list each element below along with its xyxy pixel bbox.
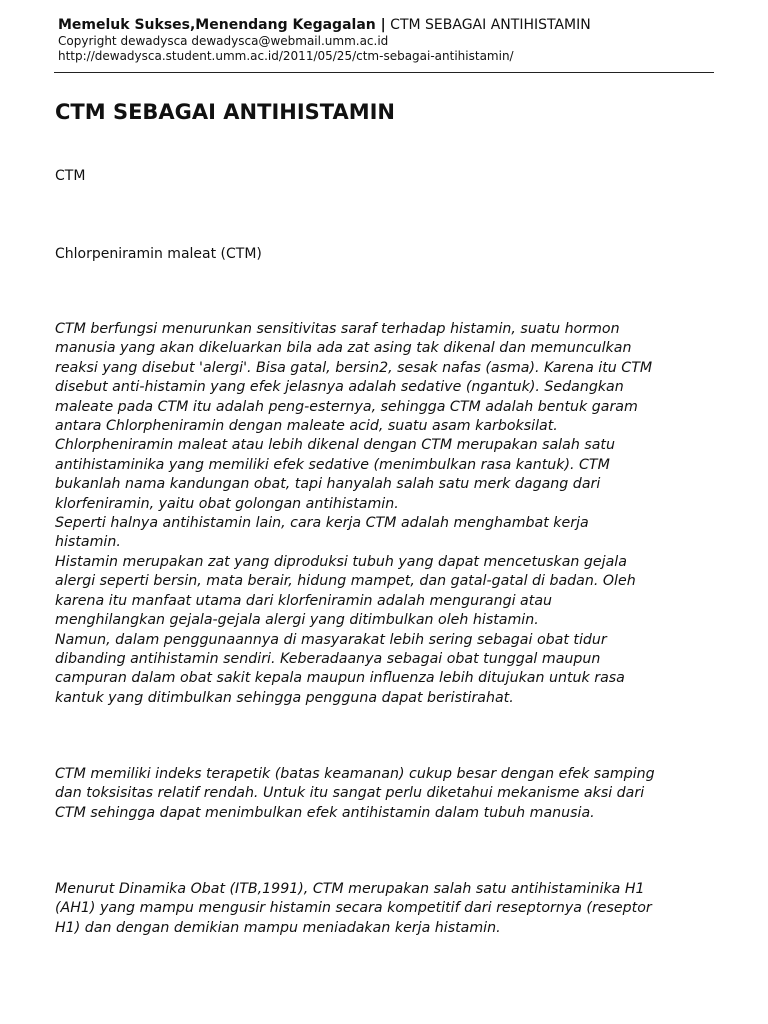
paragraph-3 [55,880,725,938]
paragraph-line: (AH1) yang mampu mengusir histamin secara kompetitif dari reseptornya (reseptor [55,900,652,917]
paragraph-line: alergi seperti bersin, mata berair, hidung mampet, dan gatal-gatal di badan. Oleh [55,573,636,590]
page-header [58,16,714,64]
paragraph-line: reaksi yang disebut 'alergi'. Bisa gatal, bersin2, sesak nafas (asma). Karena itu CTM [55,359,653,376]
subheading-ctm: CTM [55,168,86,184]
post-title: CTM SEBAGAI ANTIHISTAMIN [385,17,591,33]
source-url: http://dewadysca.student.umm.ac.id/2011/05/25/ctm-sebagai-antihistamin/ [58,49,514,63]
paragraph-line: Seperti halnya antihistamin lain, cara kerja CTM adalah menghambat kerja [55,515,589,532]
paragraph-line: bukanlah nama kandungan obat, tapi hanyalah salah satu merk dagang dari [55,476,601,493]
paragraph-line: CTM memiliki indeks terapetik (batas keamanan) cukup besar dengan efek samping [55,766,655,782]
paragraph-line: Namun, dalam penggunaannya di masyarakat lebih sering sebagai obat tidur [55,631,607,648]
paragraph-line: CTM berfungsi menurunkan sensitivitas saraf terhadap histamin, suatu hormon [55,321,620,337]
header-divider [54,72,714,73]
blog-title: Memeluk Sukses,Menendang Kegagalan | [58,17,386,33]
paragraph-line: histamin. [55,534,121,551]
paragraph-line: CTM sehingga dapat menimbulkan efek antihistamin dalam tubuh manusia. [55,804,595,821]
paragraph-line: antara Chlorpheniramin dengan maleate acid, suatu asam karboksilat. [55,418,558,435]
paragraph-line: kantuk yang ditimbulkan sehingga pengguna dapat beristirahat. [55,689,514,706]
paragraph-line: menghilangkan gejala-gejala alergi yang ditimbulkan oleh histamin. [55,612,539,629]
paragraph-line: disebut anti-histamin yang efek jelasnya adalah sedative (ngantuk). Sedangkan [55,379,624,396]
paragraph-1 [55,320,725,708]
paragraph-line: Histamin merupakan zat yang diproduksi tubuh yang dapat mencetuskan gejala [55,553,627,570]
paragraph-line: H1) dan dengan demikian mampu meniadakan kerja histamin. [55,919,501,936]
subheading-chlorpeniramin: Chlorpeniramin maleat (CTM) [55,246,262,262]
paragraph-line: antihistaminika yang memiliki efek sedative (menimbulkan rasa kantuk). CTM [55,456,610,473]
header-title [58,16,714,34]
paragraph-line: dan toksisitas relatif rendah. Untuk itu sangat perlu diketahui mekanisme aksi dari [55,785,645,802]
paragraph-line: Menurut Dinamika Obat (ITB,1991), CTM merupakan salah satu antihistaminika H1 [55,881,645,897]
paragraph-line: Chlorpheniramin maleat atau lebih dikenal dengan CTM merupakan salah satu [55,437,615,454]
copyright-line: Copyright dewadysca dewadysca@webmail.umm.ac.id [58,34,389,48]
paragraph-line: klorfeniramin, yaitu obat golongan antihistamin. [55,495,399,512]
paragraph-2 [55,765,725,823]
paragraph-line: karena itu manfaat utama dari klorfeniramin adalah mengurangi atau [55,592,552,609]
document-title: CTM SEBAGAI ANTIHISTAMIN [55,100,395,124]
paragraph-line: maleate pada CTM itu adalah peng-esternya, sehingga CTM adalah bentuk garam [55,398,638,415]
paragraph-line: campuran dalam obat sakit kepala maupun influenza lebih ditujukan untuk rasa [55,670,625,687]
paragraph-line: manusia yang akan dikeluarkan bila ada zat asing tak dikenal dan memunculkan [55,340,632,357]
paragraph-line: dibanding antihistamin sendiri. Keberadaanya sebagai obat tunggal maupun [55,650,601,667]
